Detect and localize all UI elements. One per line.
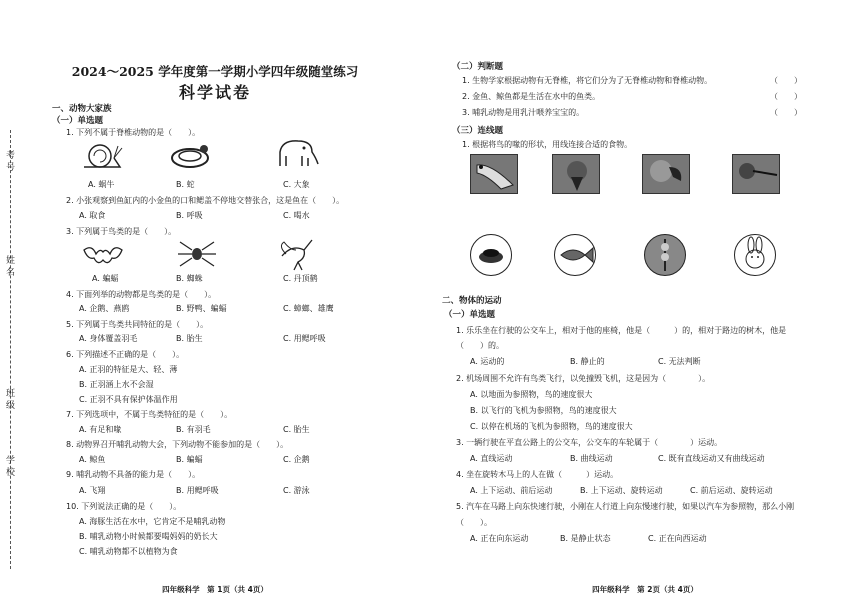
option-c[interactable]: C. 喝水 [283,211,310,220]
option-a[interactable]: A. 以地面为参照物，鸟的速度很大 [470,390,593,399]
question-text: 10. 下列说法正确的是（ ）。 [66,502,182,511]
question-text: 9. 哺乳动物不具备的能力是（ ）。 [66,470,201,479]
option-c[interactable]: C. 蟑螂、雄鹰 [283,304,334,313]
option-a[interactable]: A. 取食 [79,211,106,220]
question-text: 1. 下列不属于脊椎动物的是（ ）。 [66,128,201,137]
option-c[interactable]: C. 既有直线运动又有曲线运动 [658,454,765,463]
question-text: 8. 动物界召开哺乳动物大会，下列动物不能参加的是（ ）。 [66,440,289,449]
side-label-school: 学校 [6,456,16,478]
option-a[interactable]: A. 正在向东运动 [470,534,529,543]
question-text: 1. 乐乐坐在行驶的公交车上，相对于他的座椅，他是（ ）的，相对于路边的树木，他是 [456,326,787,335]
page-footer: 四年级科学 第 1页（共 4页） [162,585,268,594]
option-a[interactable]: A. 正羽的特征是大、轻、薄 [79,365,178,374]
seeds-icon [471,235,511,275]
option-c[interactable]: C. 胎生 [283,425,310,434]
spider-icon [176,238,218,270]
eagle-beak-photo[interactable] [642,154,690,194]
judge-item: 1. 生物学家根据动物有无脊椎，将它们分为了无脊椎动物和脊椎动物。 [462,76,713,85]
option-a[interactable]: A. 鲸鱼 [79,455,106,464]
side-label-class: 班级 [6,389,16,411]
question-text: 5. 下列属于鸟类共同特征的是（ ）。 [66,320,209,329]
question-text: 4. 下面列举的动物都是鸟类的是（ ）。 [66,290,217,299]
option-b[interactable]: B. 以飞行的飞机为参照物，鸟的速度很大 [470,406,617,415]
subsection-heading: （一）单选题 [52,116,104,126]
eagle-beak-icon [643,155,689,193]
finch-beak-photo[interactable] [552,154,600,194]
question-text-cont: （ ）的。 [456,341,504,350]
option-b[interactable]: B. 胎生 [176,334,203,343]
question-text: 2. 小张观察到鱼缸内的小金鱼的口和鳃盖不停地交替张合，这是鱼在（ ）。 [66,196,345,205]
option-a[interactable]: A. 直线运动 [470,454,513,463]
flower-icon [645,235,685,275]
option-c[interactable]: C. 企鹅 [283,455,310,464]
subsection-heading: （一）单选题 [444,310,496,320]
crane-icon [276,236,322,272]
option-b[interactable]: B. 上下运动、旋转运动 [580,486,663,495]
option-b[interactable]: B. 用鳃呼吸 [176,486,219,495]
option-b[interactable]: B. 有羽毛 [176,425,211,434]
option-c[interactable]: C. 以停在机场的飞机为参照物，鸟的速度很大 [470,422,633,431]
rabbit-food-circle[interactable] [734,234,776,276]
exam-page-2 [430,0,860,609]
option-b[interactable]: B. 是静止状态 [560,534,611,543]
option-c[interactable]: C. 前后运动、旋转运动 [690,486,773,495]
binding-line [10,130,21,569]
option-c[interactable]: C. 哺乳动物都不以植物为食 [79,547,178,556]
option-c[interactable]: C. 游泳 [283,486,310,495]
option-a[interactable]: A. 海豚生活在水中，它肯定不是哺乳动物 [79,517,226,526]
exam-subtitle: 科学试卷 [178,83,251,102]
pelican-beak-photo[interactable] [470,154,518,194]
question-text: 6. 下列描述不正确的是（ ）。 [66,350,185,359]
question-text: 3. 一辆行驶在平直公路上的公交车，公交车的车轮属于（ ）运动。 [456,438,723,447]
option-b[interactable]: B. 哺乳动物小时候都要喝妈妈的奶长大 [79,532,218,541]
flower-nectar-food-circle[interactable] [644,234,686,276]
snake-icon [168,140,212,170]
option-c[interactable]: C. 大象 [283,180,310,189]
subsection-heading: （二）判断题 [452,62,504,72]
option-a[interactable]: A. 蜗牛 [88,180,115,189]
answer-bracket[interactable]: （ ） [770,92,802,101]
option-c[interactable]: C. 丹顶鹤 [283,274,318,283]
option-a[interactable]: A. 身体覆盖羽毛 [79,334,138,343]
question-text: 3. 下列属于鸟类的是（ ）。 [66,227,177,236]
snail-icon [80,140,124,170]
fish-food-circle[interactable] [554,234,596,276]
option-a[interactable]: A. 运动的 [470,357,505,366]
option-b[interactable]: B. 呼吸 [176,211,203,220]
side-label-name: 姓名 [6,256,16,278]
option-a[interactable]: A. 上下运动、前后运动 [470,486,553,495]
answer-bracket[interactable]: （ ） [770,108,802,117]
option-c[interactable]: C. 用鳃呼吸 [283,334,326,343]
question-text-cont: （ ）。 [456,518,492,527]
question-text: 1. 根据将鸟的喙的形状，用线连接合适的食物。 [462,140,633,149]
finch-beak-icon [553,155,599,193]
option-a[interactable]: A. 蝙蝠 [92,274,119,283]
hummingbird-beak-photo[interactable] [732,154,780,194]
page-footer: 四年级科学 第 2页（共 4页） [592,585,698,594]
question-text: 2. 机场周围不允许有鸟类飞行，以免撞毁飞机，这是因为（ ）。 [456,374,711,383]
subsection-heading: （三）连线题 [452,126,504,136]
option-b[interactable]: B. 正羽涵上水不会湿 [79,380,154,389]
answer-bracket[interactable]: （ ） [770,76,802,85]
option-b[interactable]: B. 曲线运动 [570,454,613,463]
option-a[interactable]: A. 有足和喙 [79,425,122,434]
question-text: 5. 汽车在马路上向东快速行驶，小刚在人行道上向东慢速行驶，如果以汽车为参照物，那么小刚 [456,502,795,511]
elephant-icon [272,136,320,170]
bat-icon [82,240,124,270]
option-b[interactable]: B. 蝙蝠 [176,455,203,464]
judge-item: 2. 金鱼、鲸鱼都是生活在水中的鱼类。 [462,92,601,101]
option-c[interactable]: C. 无法判断 [658,357,701,366]
option-b[interactable]: B. 蜘蛛 [176,274,203,283]
option-c[interactable]: C. 正羽不具有保护体温作用 [79,395,178,404]
section-heading: 一、动物大家族 [52,104,112,114]
question-text: 4. 坐在旋转木马上的人在做（ ）运动。 [456,470,619,479]
exam-title: 2024～2025 学年度第一学期小学四年级随堂练习 [71,64,359,79]
pelican-beak-icon [471,155,517,193]
option-c[interactable]: C. 正在向西运动 [648,534,707,543]
seeds-food-circle[interactable] [470,234,512,276]
hummingbird-beak-icon [733,155,779,193]
option-b[interactable]: B. 静止的 [570,357,605,366]
section-heading: 二、物体的运动 [442,296,502,306]
option-b[interactable]: B. 蛇 [176,180,195,189]
side-label-exam-id: 考号 [6,151,16,173]
option-a[interactable]: A. 飞翔 [79,486,106,495]
fish-icon [555,235,595,275]
option-a[interactable]: A. 企鹅、燕鸥 [79,304,130,313]
rabbit-icon [735,235,775,275]
option-b[interactable]: B. 野鸭、蝙蝠 [176,304,227,313]
judge-item: 3. 哺乳动物是用乳汁喂养宝宝的。 [462,108,585,117]
question-text: 7. 下列选项中，不属于鸟类特征的是（ ）。 [66,410,233,419]
